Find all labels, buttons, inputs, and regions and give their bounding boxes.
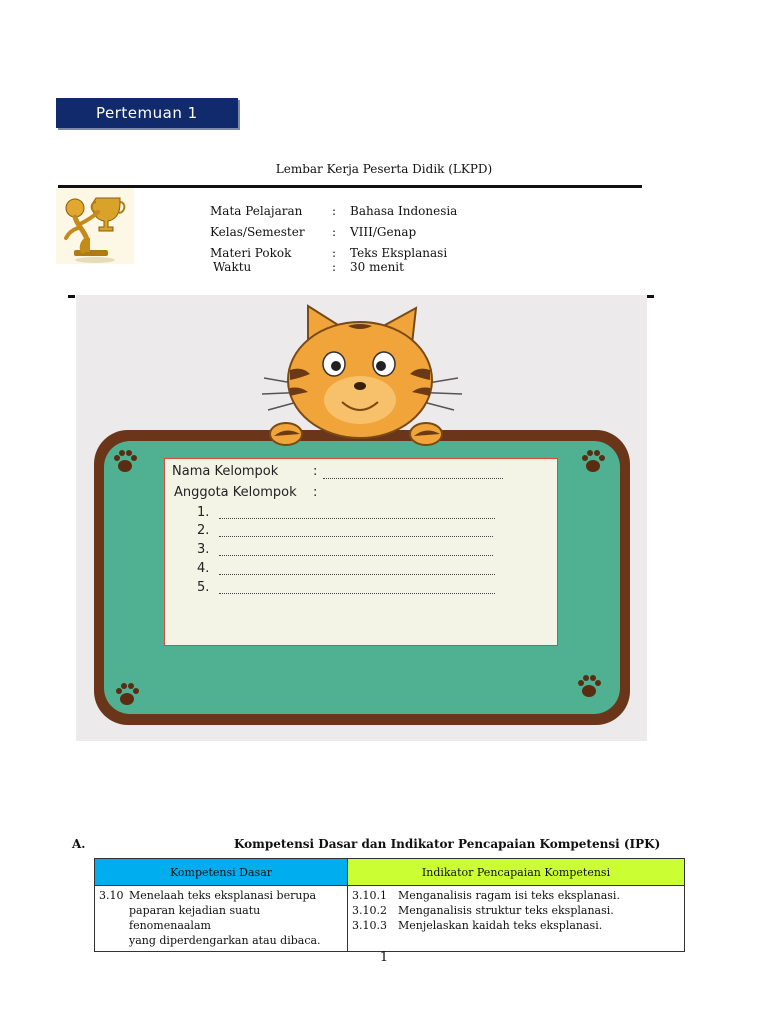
meeting-badge: Pertemuan 1 bbox=[56, 98, 238, 128]
indicator-number: 3.10.1 bbox=[352, 889, 387, 902]
form-colon: : bbox=[313, 464, 318, 479]
member-field[interactable] bbox=[219, 574, 495, 575]
indicator-item bbox=[352, 903, 680, 918]
info-label: Materi Pokok bbox=[210, 246, 292, 260]
page-number: 1 bbox=[379, 950, 389, 965]
table-header-row bbox=[95, 859, 685, 886]
kd-line: Menelaah teks eksplanasi berupa bbox=[129, 889, 317, 902]
paw-icon bbox=[576, 673, 602, 699]
divider-mark bbox=[68, 295, 75, 298]
indicator-text: Menganalisis ragam isi teks eksplanasi. bbox=[398, 889, 620, 902]
indicator-number: 3.10.3 bbox=[352, 919, 387, 932]
member-number: 1. bbox=[197, 505, 210, 520]
group-form bbox=[164, 458, 558, 646]
member-field[interactable] bbox=[219, 536, 493, 537]
indicator-number: 3.10.2 bbox=[352, 904, 387, 917]
info-colon: : bbox=[332, 260, 337, 274]
info-label: Kelas/Semester bbox=[210, 225, 305, 239]
member-number: 2. bbox=[197, 523, 210, 538]
info-colon: : bbox=[332, 225, 337, 239]
info-label: Waktu bbox=[213, 260, 252, 274]
document-title: Lembar Kerja Peserta Didik (LKPD) bbox=[275, 162, 493, 176]
competency-table bbox=[94, 858, 685, 952]
info-value: Bahasa Indonesia bbox=[350, 204, 458, 218]
indicator-text: Menganalisis struktur teks eksplanasi. bbox=[398, 904, 614, 917]
info-colon: : bbox=[332, 246, 337, 260]
paw-icon bbox=[580, 448, 606, 474]
table-row bbox=[95, 886, 685, 952]
member-number: 3. bbox=[197, 542, 210, 557]
section-title: Kompetensi Dasar dan Indikator Pencapaian Kompetensi (IPK) bbox=[234, 837, 661, 851]
title-divider bbox=[58, 185, 642, 188]
info-colon: : bbox=[332, 204, 337, 218]
divider-mark bbox=[647, 295, 654, 298]
indicator-text: Menjelaskan kaidah teks eksplanasi. bbox=[398, 919, 603, 932]
member-number: 4. bbox=[197, 561, 210, 576]
paw-icon bbox=[112, 448, 138, 474]
group-name-label: Nama Kelompok bbox=[172, 464, 279, 479]
form-colon: : bbox=[313, 485, 318, 500]
kd-text bbox=[129, 888, 334, 948]
info-value: Teks Eksplanasi bbox=[350, 246, 448, 260]
kd-cell bbox=[95, 886, 348, 952]
member-field[interactable] bbox=[219, 593, 495, 594]
header-kd: Kompetensi Dasar bbox=[95, 859, 348, 886]
section-letter: A. bbox=[72, 837, 86, 851]
ipk-cell bbox=[348, 886, 685, 952]
kd-number: 3.10 bbox=[99, 889, 124, 902]
header-ipk: Indikator Pencapaian Kompetensi bbox=[348, 859, 685, 886]
paw-icon bbox=[114, 681, 140, 707]
indicator-item bbox=[352, 888, 680, 903]
member-field[interactable] bbox=[219, 555, 493, 556]
kd-line: yang diperdengarkan atau dibaca. bbox=[129, 934, 321, 947]
cat-illustration bbox=[250, 300, 470, 454]
info-value: 30 menit bbox=[350, 260, 404, 274]
group-name-field[interactable] bbox=[323, 478, 503, 479]
trophy-icon bbox=[56, 188, 134, 264]
group-members-label: Anggota Kelompok bbox=[174, 485, 297, 500]
info-value: VIII/Genap bbox=[350, 225, 417, 239]
info-label: Mata Pelajaran bbox=[210, 204, 303, 218]
indicator-item bbox=[352, 918, 680, 933]
member-field[interactable] bbox=[219, 518, 495, 519]
member-number: 5. bbox=[197, 580, 210, 595]
kd-line: paparan kejadian suatu fenomenaalam bbox=[129, 904, 261, 932]
